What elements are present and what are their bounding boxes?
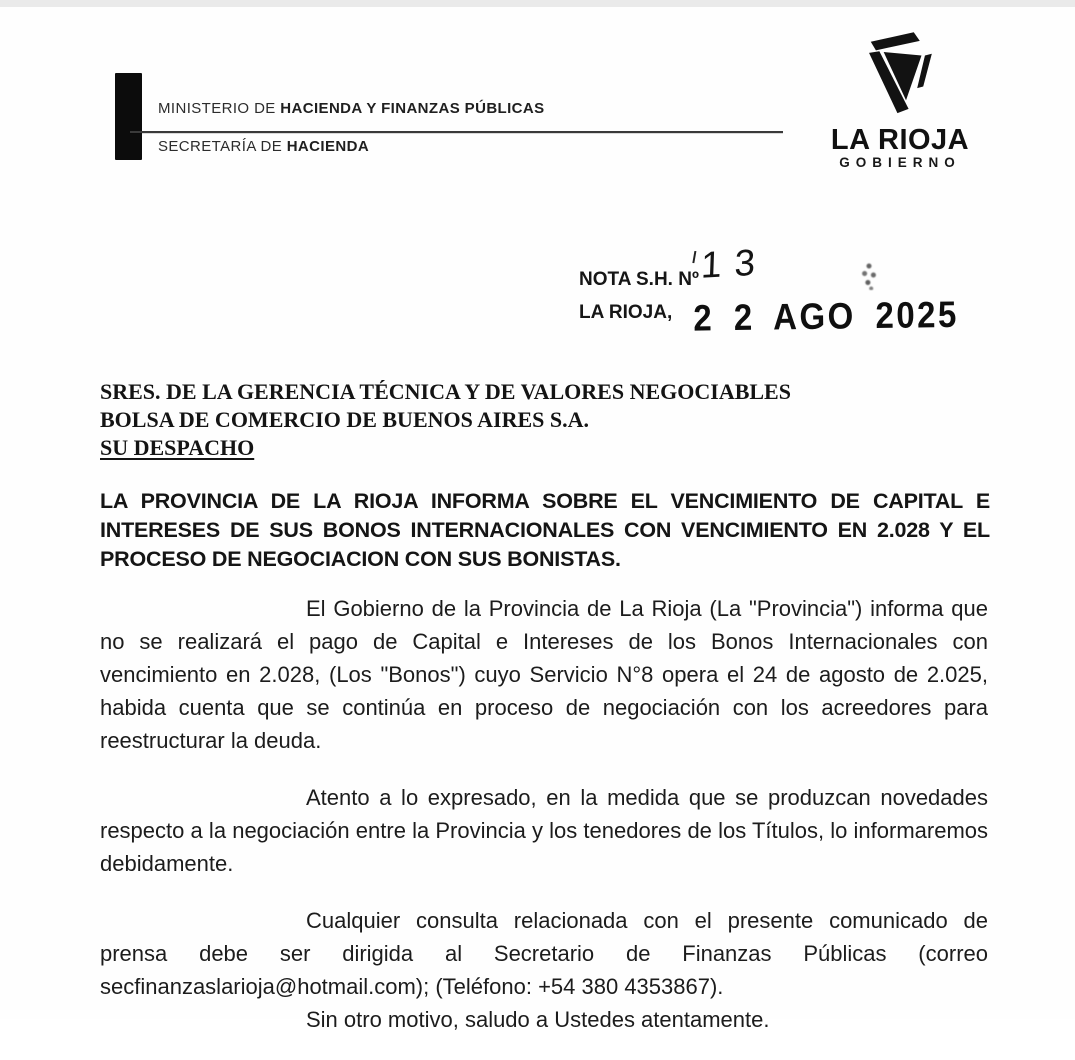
logo-wordmark: LA RIOJA bbox=[830, 124, 970, 156]
ministry-prefix: MINISTERIO DE bbox=[158, 100, 281, 117]
logo-subtitle: GOBIERNO bbox=[839, 155, 961, 170]
recipient-line-3: SU DESPACHO bbox=[100, 435, 255, 460]
closing-line: Sin otro motivo, saludo a Ustedes atentamente. bbox=[306, 1007, 770, 1032]
handwritten-nota-number: 13 bbox=[700, 241, 769, 286]
secretariat-prefix: SECRETARÍA DE bbox=[158, 138, 287, 155]
ink-smudge-artifact bbox=[858, 260, 880, 290]
place-label: LA RIOJA, bbox=[579, 302, 673, 323]
letterhead-black-bar bbox=[115, 73, 142, 160]
recipient-block bbox=[100, 378, 791, 462]
la-rioja-logo bbox=[820, 28, 980, 170]
body-paragraph-2: Atento a lo expresado, en la medida que se produzcan novedades respecto a la negociación entre la Provincia y los tenedores de los Títulos, lo informaremos debidamente. bbox=[100, 785, 988, 876]
body-paragraph-3: Cualquier consulta relacionada con el presente comunicado de prensa debe ser dirigida al Secretario de Finanzas Públicas (correo secfinanzaslarioja@hotmail.com); (Teléfono: +54 380 4353867). bbox=[100, 908, 988, 999]
subject-heading: LA PROVINCIA DE LA RIOJA INFORMA SOBRE EL VENCIMIENTO DE CAPITAL E INTERESES DE SUS BONOS INTERNACIONALES CON VENCIMIENTO EN 2.028 Y EL PROCESO DE NEGOCIACION CON SUS BONISTAS. bbox=[100, 489, 990, 571]
recipient-line-1: SRES. DE LA GERENCIA TÉCNICA Y DE VALORES NEGOCIABLES bbox=[100, 379, 791, 404]
la-rioja-emblem-icon bbox=[857, 28, 943, 126]
ministry-name: HACIENDA Y FINANZAS PÚBLICAS bbox=[280, 100, 545, 117]
date-stamp: 2 2 AGO 2025 bbox=[693, 293, 960, 339]
body-paragraph-1: El Gobierno de la Provincia de La Rioja (La "Provincia") informa que no se realizará el pago de Capital e Intereses de los Bonos Internacionales con vencimiento en 2.028, (Los "Bonos") cuyo Servicio N°8 opera el 24 de agosto de 2.025, habida cuenta que se continúa en proceso de negociación con los acreedores para reestructurar la deuda. bbox=[100, 596, 988, 753]
secretariat-name: HACIENDA bbox=[286, 138, 370, 155]
letterhead-rule bbox=[130, 131, 783, 133]
secretariat-title bbox=[158, 138, 369, 155]
ministry-title bbox=[158, 100, 545, 117]
scan-edge-artifact bbox=[0, 0, 1075, 7]
recipient-line-2: BOLSA DE COMERCIO DE BUENOS AIRES S.A. bbox=[100, 407, 590, 432]
nota-number-label: NOTA S.H. Nº bbox=[579, 269, 699, 290]
letter-body bbox=[100, 592, 988, 1060]
